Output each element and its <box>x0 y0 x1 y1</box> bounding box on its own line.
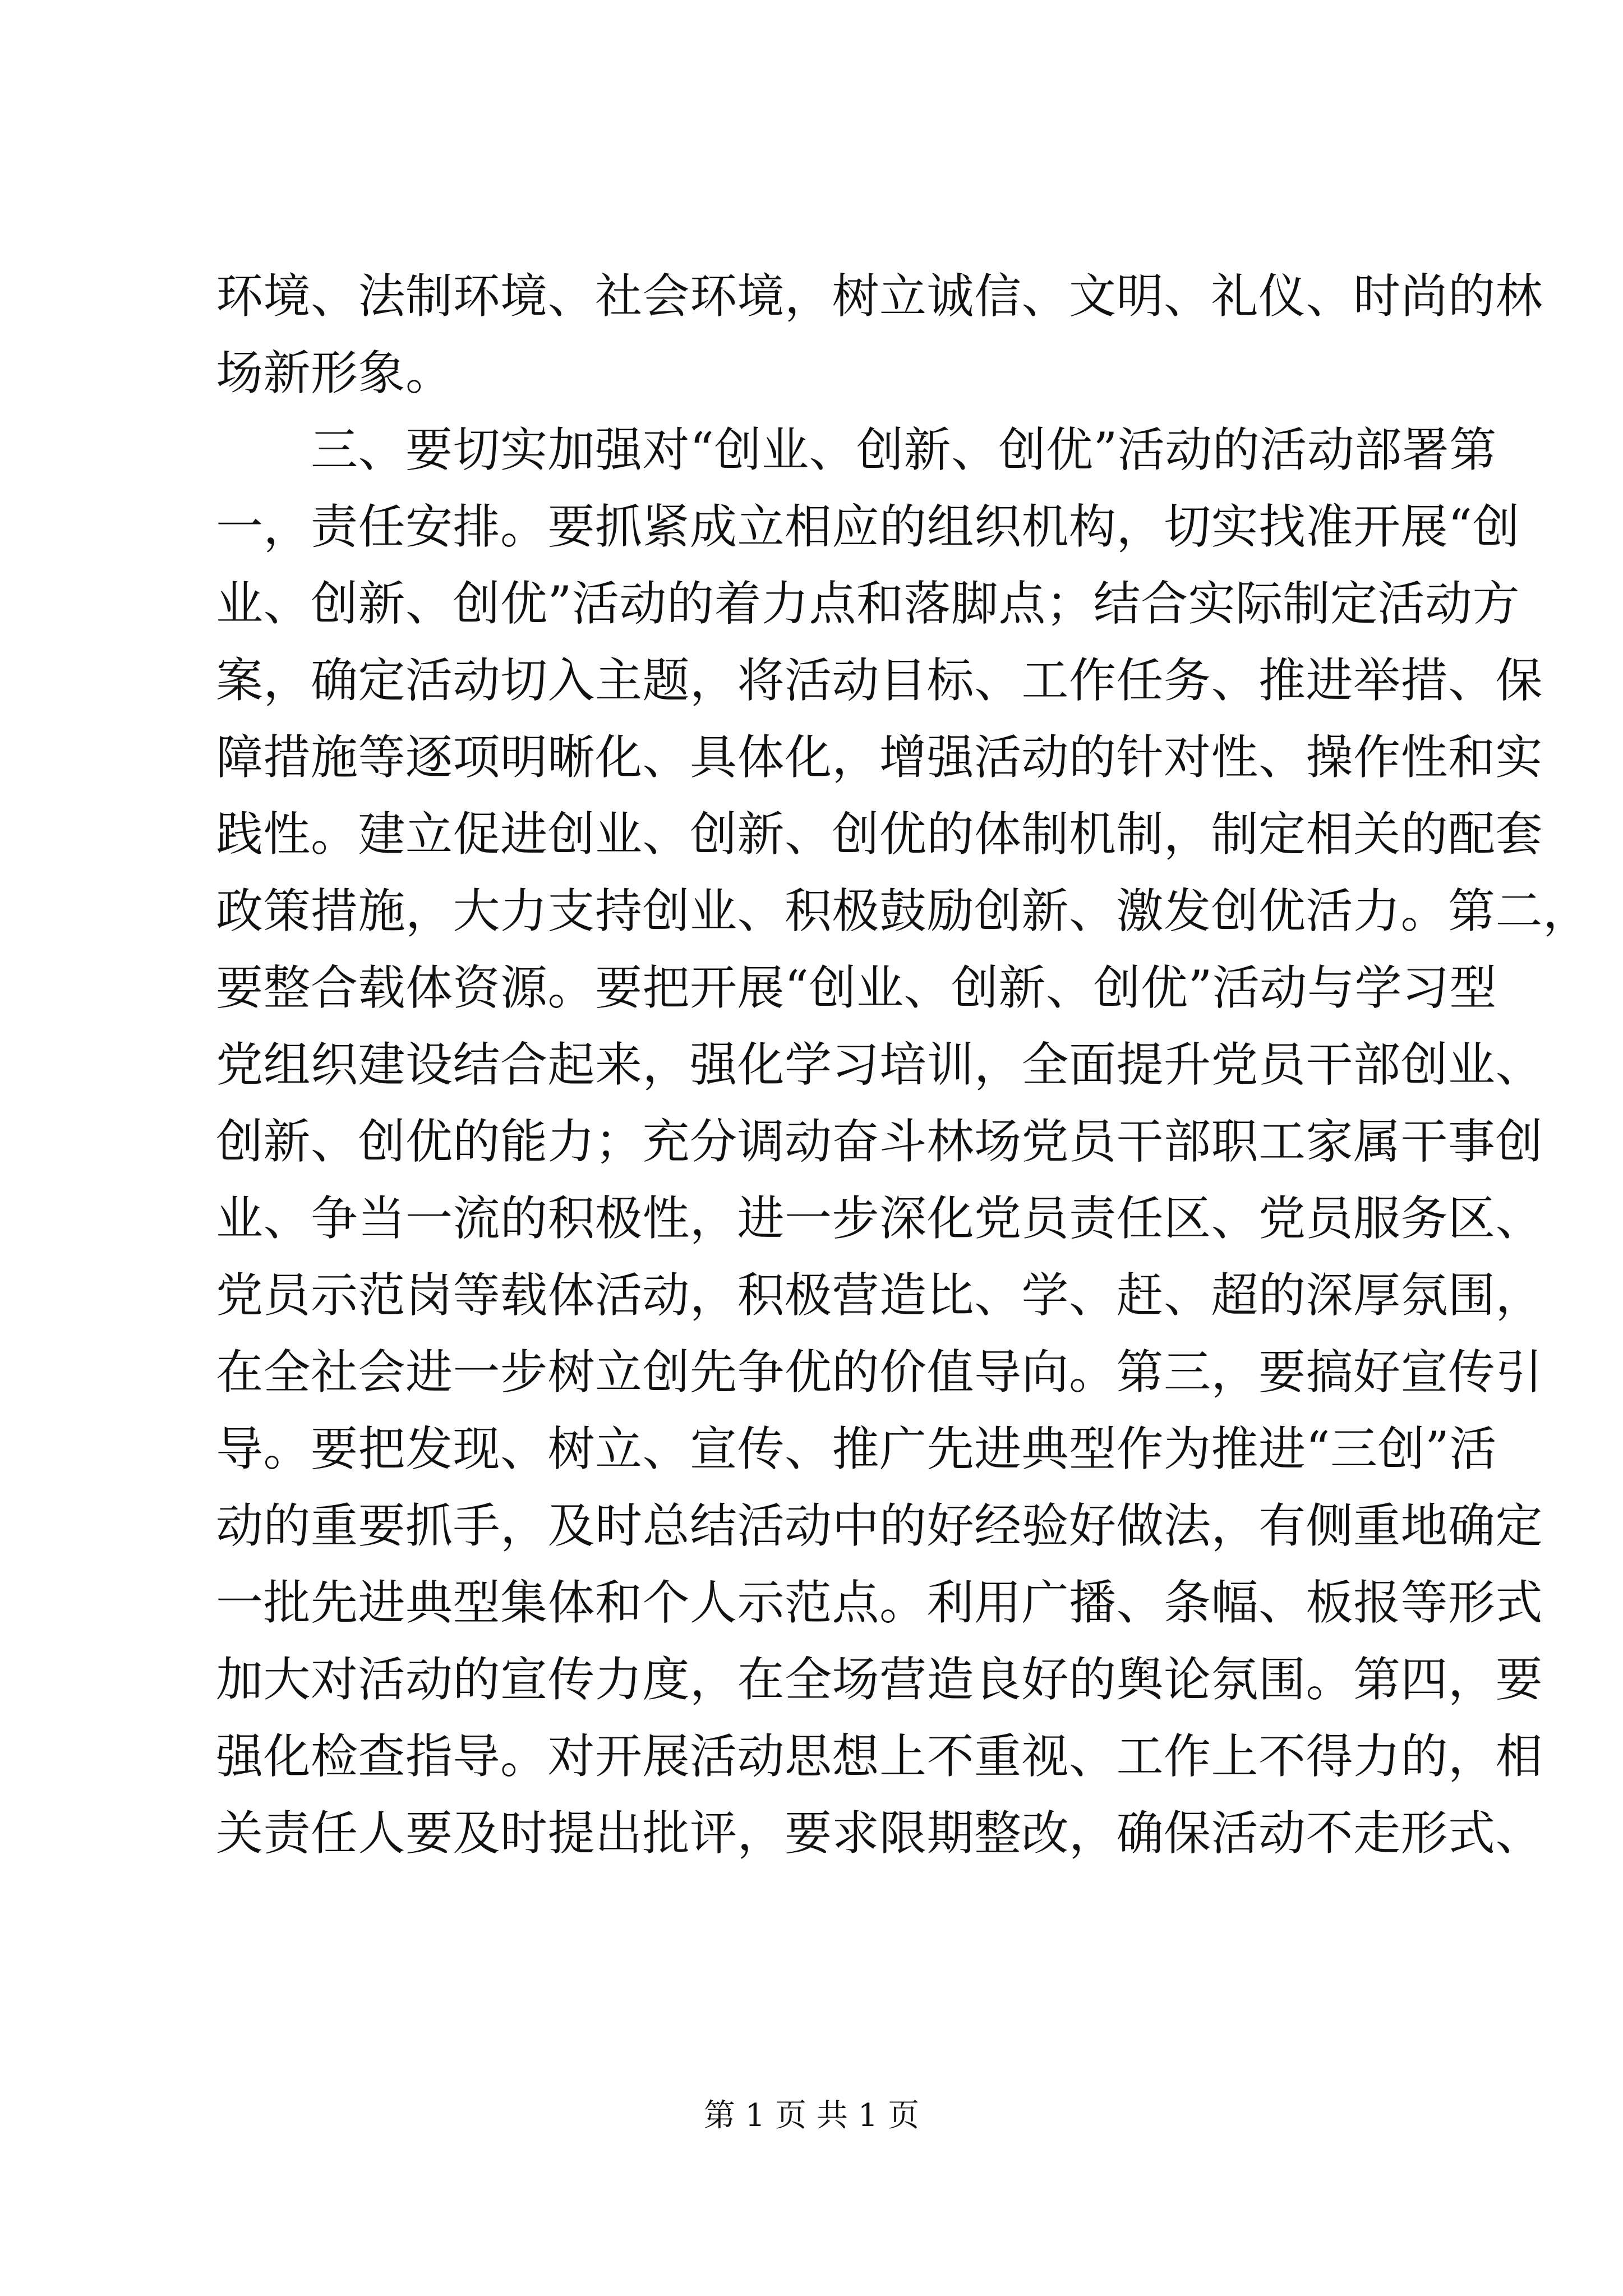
text-line: 党组织建设结合起来，强化学习培训，全面提升党员干部创业、 <box>216 1037 1543 1092</box>
text-line: 导。要把发现、树立、宣传、推广先进典型作为推进“三创”活 <box>216 1421 1497 1476</box>
text-line: 环境、法制环境、社会环境，树立诚信、文明、礼仪、时尚的林 <box>216 269 1543 324</box>
text-line: 一批先进典型集体和个人示范点。利用广播、条幅、板报等形式 <box>216 1575 1543 1630</box>
text-line: 创新、创优的能力；充分调动奋斗林场党员干部职工家属干事创 <box>216 1114 1543 1169</box>
text-line: 政策措施，大力支持创业、积极鼓励创新、激发创优活力。第二， <box>216 884 1590 938</box>
text-line: 在全社会进一步树立创先争优的价值导向。第三，要搞好宣传引 <box>216 1345 1543 1400</box>
page-number-footer: 第 1 页 共 1 页 <box>703 2097 920 2134</box>
text-line: 场新形象。 <box>216 346 453 401</box>
text-line: 关责任人要及时提出批评，要求限期整改，确保活动不走形式、 <box>216 1806 1543 1861</box>
text-line: 要整合载体资源。要把开展“创业、创新、创优”活动与学习型 <box>216 960 1497 1015</box>
text-line: 一，责任安排。要抓紧成立相应的组织机构，切实找准开展“创 <box>216 499 1520 554</box>
text-line: 障措施等逐项明晰化、具体化，增强活动的针对性、操作性和实 <box>216 730 1543 785</box>
text-line: 党员示范岗等载体活动，积极营造比、学、赶、超的深厚氛围， <box>216 1268 1543 1323</box>
text-line: 三、要切实加强对“创业、创新、创优”活动的活动部署第 <box>216 422 1497 477</box>
text-line: 业、创新、创优”活动的着力点和落脚点；结合实际制定活动方 <box>216 576 1520 631</box>
text-line: 业、争当一流的积极性，进一步深化党员责任区、党员服务区、 <box>216 1191 1543 1246</box>
text-line: 加大对活动的宣传力度，在全场营造良好的舆论氛围。第四，要 <box>216 1652 1543 1707</box>
text-line: 践性。建立促进创业、创新、创优的体制机制，制定相关的配套 <box>216 807 1543 862</box>
text-line: 强化检查指导。对开展活动思想上不重视、工作上不得力的，相 <box>216 1729 1543 1784</box>
body-text <box>216 258 1590 1872</box>
text-line: 案，确定活动切入主题，将活动目标、工作任务、推进举措、保 <box>216 653 1543 708</box>
text-line: 动的重要抓手，及时总结活动中的好经验好做法，有侧重地确定 <box>216 1498 1543 1553</box>
